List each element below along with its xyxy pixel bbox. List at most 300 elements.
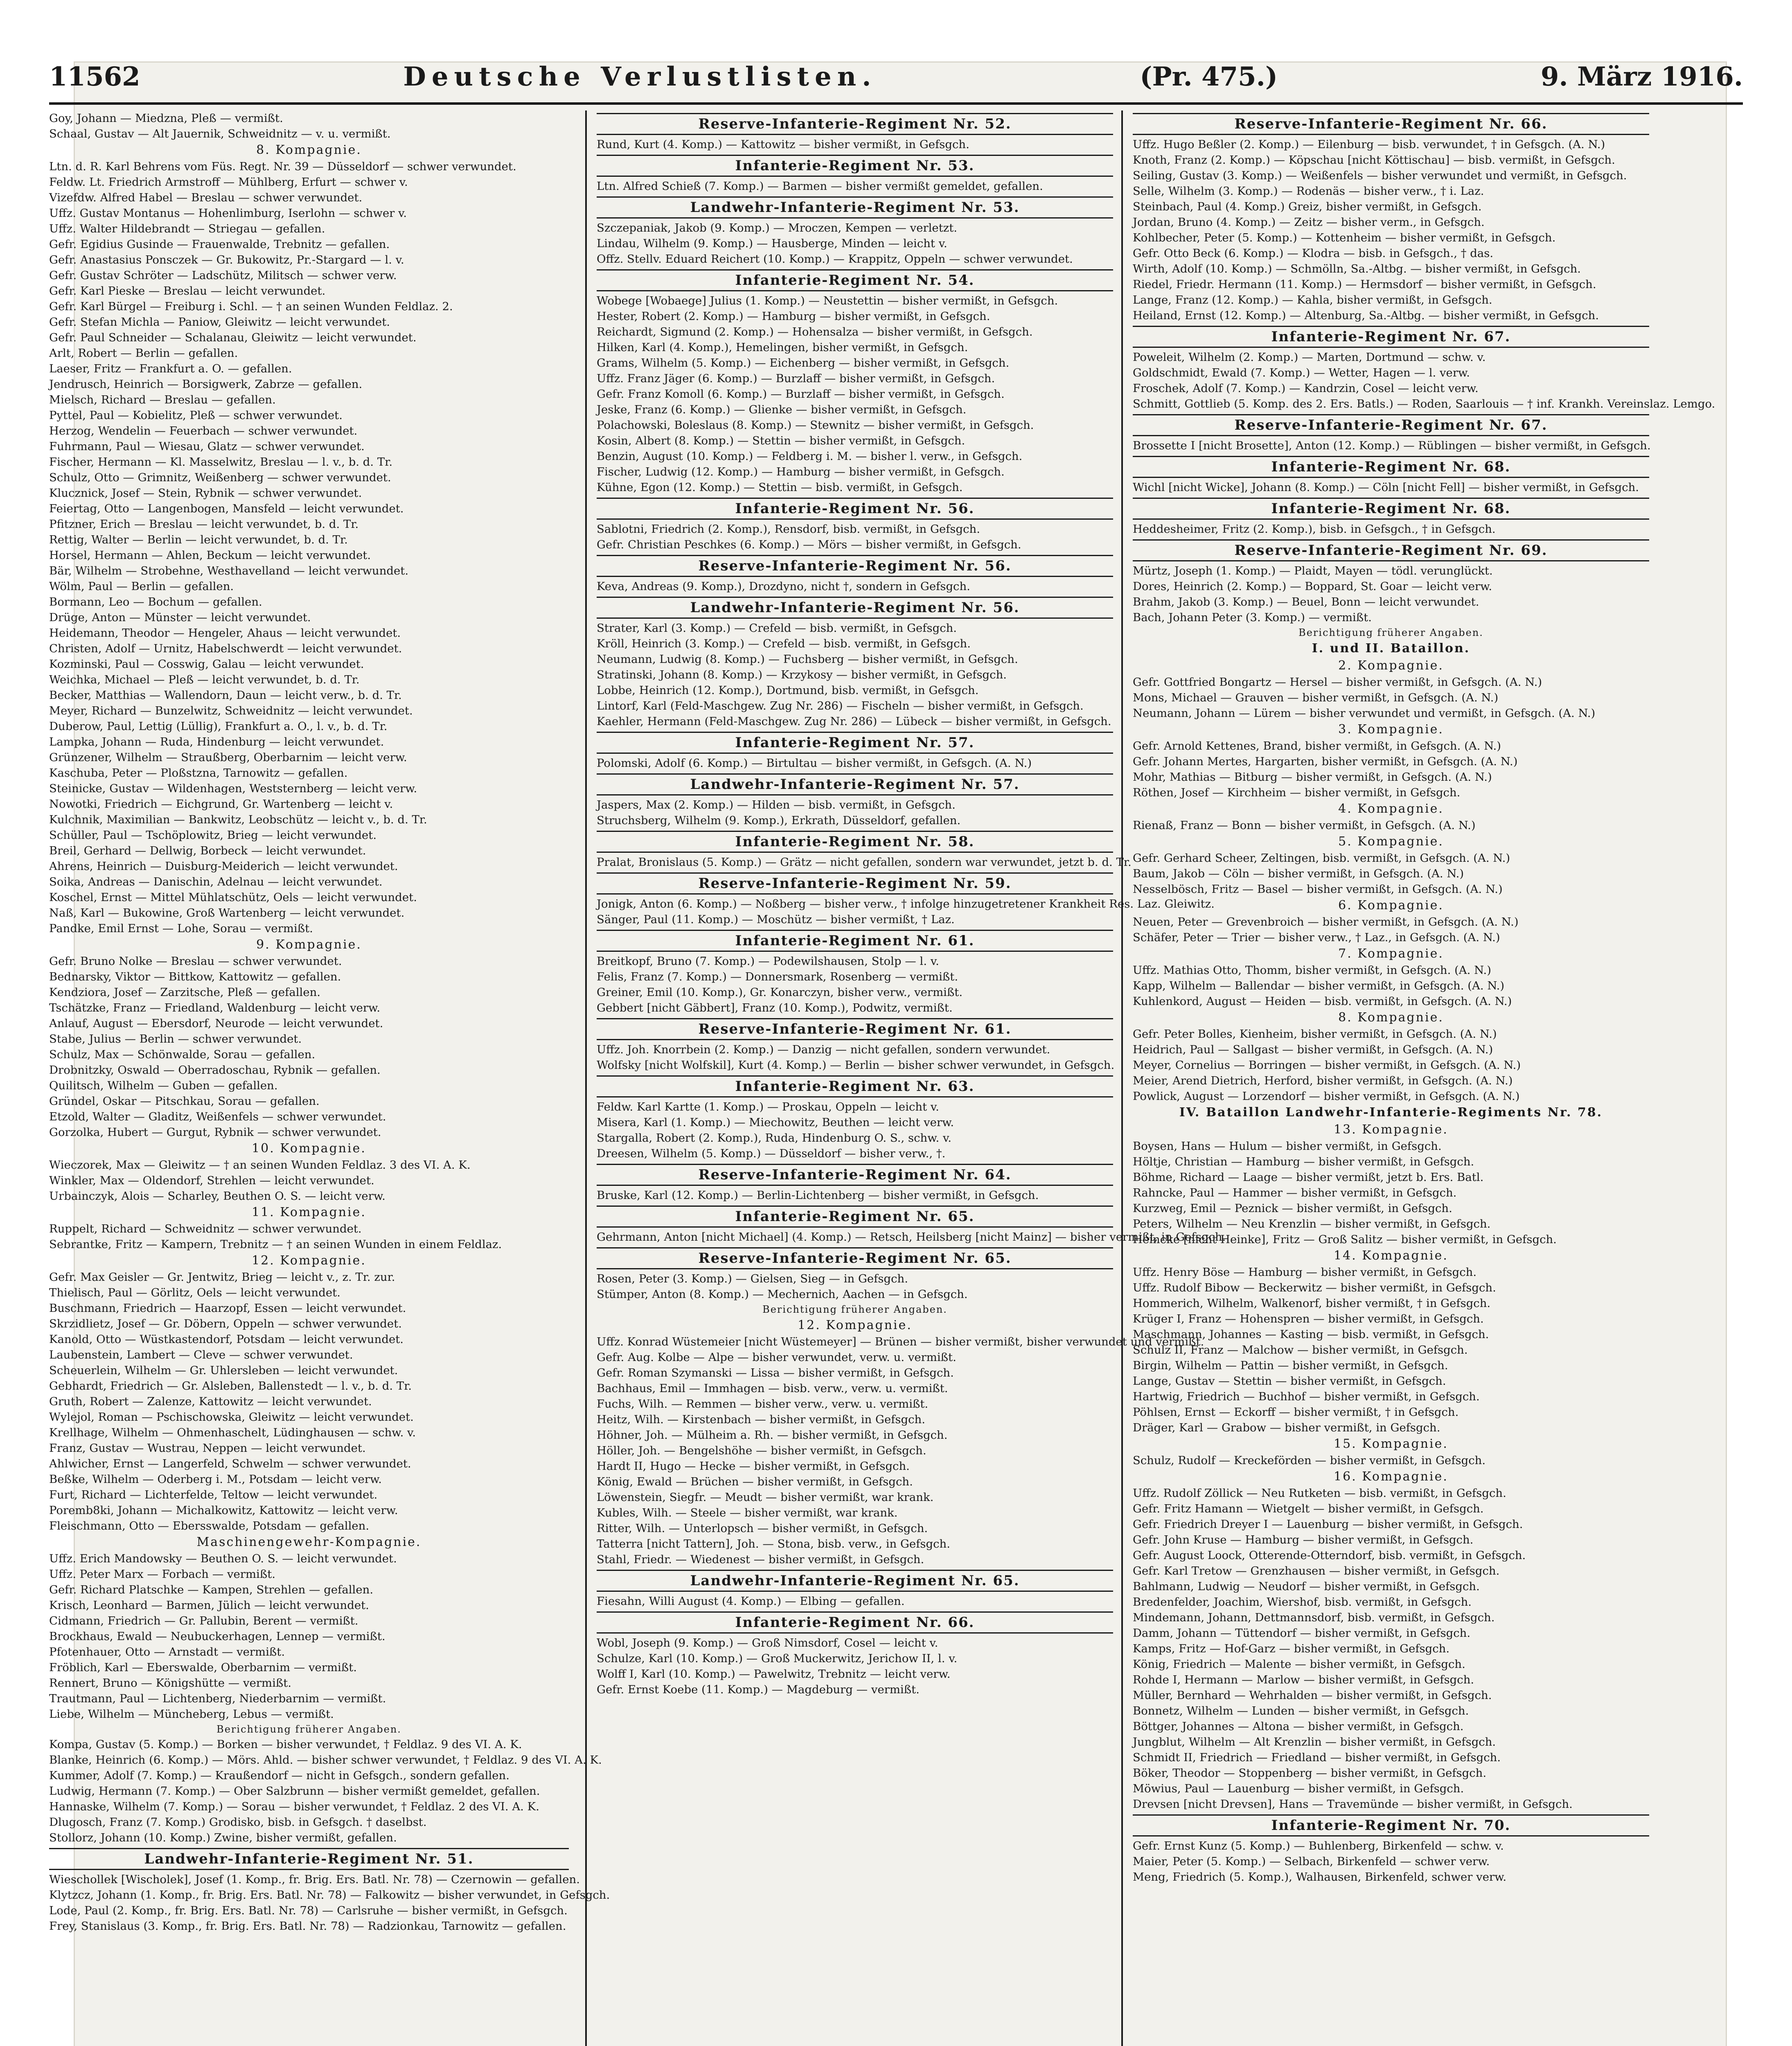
regiment-heading: Reserve-Infanterie-Regiment Nr. 61. xyxy=(597,1018,1113,1040)
regiment-heading: Landwehr-Infanterie-Regiment Nr. 57. xyxy=(597,773,1113,795)
casualty-entry: Höhner, Joh. — Mülheim a. Rh. — bisher vermißt, in Gefsgch. xyxy=(597,1429,948,1442)
casualty-entry: Bonnetz, Wilhelm — Lunden — bisher vermißt, in Gefsgch. xyxy=(1133,1704,1469,1717)
casualty-entry: Uffz. Rudolf Bibow — Beckerwitz — bisher vermißt, in Gefsgch. xyxy=(1133,1281,1496,1294)
casualty-entry: Möwius, Paul — Lauenburg — bisher vermißt, in Gefsgch. xyxy=(1133,1782,1464,1795)
company-subheading: 7. Kompagnie. xyxy=(1338,946,1444,961)
casualty-entry: Grünzener, Wilhelm — Straußberg, Oberbarnim — leicht verw. xyxy=(49,751,407,764)
casualty-entry: Uffz. Hugo Beßler (2. Komp.) — Eilenburg — bisb. verwundet, † in Gefsgch. (A. N.) xyxy=(1133,138,1605,151)
casualty-entry: Steinicke, Gustav — Wildenhagen, Weststernberg — leicht verw. xyxy=(49,782,417,795)
casualty-entry: Anlauf, August — Ebersdorf, Neurode — leicht verwundet. xyxy=(49,1017,383,1030)
company-subheading: 6. Kompagnie. xyxy=(1338,898,1444,913)
casualty-entry: Skrzidlietz, Josef — Gr. Döbern, Oppeln — schwer verwundet. xyxy=(49,1317,402,1330)
issue-date: 9. März 1916. xyxy=(1540,61,1743,92)
casualty-entry: Röthen, Josef — Kirchheim — bisher vermißt, in Gefsgch. xyxy=(1133,786,1461,799)
casualty-entry: Klytzcz, Johann (1. Komp., fr. Brig. Ers. Batl. Nr. 78) — Falkowitz — bisher verwundet, in Gefsgch. xyxy=(49,1888,610,1902)
casualty-entry: Mons, Michael — Grauven — bisher vermißt, in Gefsgch. (A. N.) xyxy=(1133,691,1499,704)
casualty-entry: Nowotki, Friedrich — Eichgrund, Gr. Wartenberg — leicht v. xyxy=(49,798,393,811)
casualty-entry: Boysen, Hans — Hulum — bisher vermißt, in Gefsgch. xyxy=(1133,1140,1442,1153)
casualty-entry: Uffz. Gustav Montanus — Hohenlimburg, Iserlohn — schwer v. xyxy=(49,207,407,220)
casualty-entry: Buschmann, Friedrich — Haarzopf, Essen — leicht verwundet. xyxy=(49,1302,406,1315)
casualty-entry: Ltn. Alfred Schieß (7. Komp.) — Barmen — bisher vermißt gemeldet, gefallen. xyxy=(597,180,1043,193)
casualty-entry: Goy, Johann — Miedzna, Pleß — vermißt. xyxy=(49,112,283,125)
casualty-entry: Gefr. Franz Komoll (6. Komp.) — Burzlaff — bisher vermißt, in Gefsgch. xyxy=(597,388,1005,401)
casualty-entry: König, Friedrich — Malente — bisher vermißt, in Gefsgch. xyxy=(1133,1658,1465,1671)
casualty-entry: Bormann, Leo — Bochum — gefallen. xyxy=(49,595,262,608)
casualty-entry: Kuhlenkord, August — Heiden — bisb. vermißt, in Gefsgch. (A. N.) xyxy=(1133,995,1512,1008)
casualty-entry: Stollorz, Johann (10. Komp.) Zwine, bisher vermißt, gefallen. xyxy=(49,1831,397,1844)
casualty-entry: Heidrich, Paul — Sallgast — bisher vermißt, in Gefsgch. (A. N.) xyxy=(1133,1043,1493,1056)
casualty-entry: Froschek, Adolf (7. Komp.) — Kandrzin, Cosel — leicht verw. xyxy=(1133,382,1479,395)
casualty-entry: Hannaske, Wilhelm (7. Komp.) — Sorau — bisher verwundet, † Feldlaz. 2 des VI. A. K. xyxy=(49,1800,539,1813)
casualty-entry: Pyttel, Paul — Kobielitz, Pleß — schwer verwundet. xyxy=(49,409,343,422)
casualty-entry: Uffz. Rudolf Zöllick — Neu Rutketen — bisb. vermißt, in Gefsgch. xyxy=(1133,1487,1506,1500)
casualty-entry: Schulz, Otto — Grimnitz, Weißenberg — schwer verwundet. xyxy=(49,471,391,484)
casualty-entry: Gefr. Paul Schneider — Schalanau, Gleiwitz — leicht verwundet. xyxy=(49,331,417,344)
casualty-entry: Wolff I, Karl (10. Komp.) — Pawelwitz, Trebnitz — leicht verw. xyxy=(597,1667,951,1681)
casualty-entry: Hester, Robert (2. Komp.) — Hamburg — bisher vermißt, in Gefsgch. xyxy=(597,310,990,323)
casualty-entry: Gefr. Ernst Kunz (5. Komp.) — Buhlenberg, Birkenfeld — schw. v. xyxy=(1133,1839,1504,1852)
casualty-entry: Lode, Paul (2. Komp., fr. Brig. Ers. Batl. Nr. 78) — Carlsruhe — bisher vermißt, in Gefsgch. xyxy=(49,1904,568,1917)
casualty-entry: Gefr. Karl Tretow — Grenzhausen — bisher vermißt, in Gefsgch. xyxy=(1133,1564,1500,1577)
casualty-entry: Urbainczyk, Alois — Scharley, Beuthen O. S. — leicht verw. xyxy=(49,1190,385,1203)
casualty-entry: Schulz, Max — Schönwalde, Sorau — gefallen. xyxy=(49,1048,316,1061)
casualty-entry: Böhme, Richard — Laage — bisher vermißt, jetzt b. Ers. Batl. xyxy=(1133,1171,1484,1184)
casualty-entry: Gebbert [nicht Gäbbert], Franz (10. Komp.), Podwitz, vermißt. xyxy=(597,1001,953,1014)
casualty-entry: Krellhage, Wilhelm — Ohmenhaschelt, Lüdinghausen — schw. v. xyxy=(49,1426,416,1439)
casualty-entry: Gefr. Bruno Nolke — Breslau — schwer verwundet. xyxy=(49,955,342,968)
casualty-entry: Breitkopf, Bruno (7. Komp.) — Podewilshausen, Stolp — l. v. xyxy=(597,955,939,968)
casualty-entry: Ltn. d. R. Karl Behrens vom Füs. Regt. Nr. 39 — Düsseldorf — schwer verwundet. xyxy=(49,160,516,173)
casualty-entry: Jonigk, Anton (6. Komp.) — Noßberg — bisher verw., † infolge hinzugetretener Krankheit Res. Laz. Gleiwitz. xyxy=(597,897,1215,910)
casualty-entry: Krisch, Leonhard — Barmen, Jülich — leicht verwundet. xyxy=(49,1599,369,1612)
casualty-entry: Pralat, Bronislaus (5. Komp.) — Grätz — nicht gefallen, sondern war verwundet, jetzt b. d. Tr. xyxy=(597,856,1132,869)
casualty-entry: Wylejol, Roman — Pschischowska, Gleiwitz — leicht verwundet. xyxy=(49,1411,414,1424)
casualty-entry: Gefr. Max Geisler — Gr. Jentwitz, Brieg — leicht v., z. Tr. zur. xyxy=(49,1271,395,1284)
casualty-entry: Pöhlsen, Ernst — Eckorff — bisher vermißt, † in Gefsgch. xyxy=(1133,1406,1459,1419)
header-rule xyxy=(49,102,1743,105)
casualty-entry: Gefr. Gerhard Scheer, Zeltingen, bisb. vermißt, in Gefsgch. (A. N.) xyxy=(1133,852,1510,865)
casualty-entry: Hardt II, Hugo — Hecke — bisher vermißt, in Gefsgch. xyxy=(597,1460,910,1473)
casualty-entry: Uffz. Henry Böse — Hamburg — bisher vermißt, in Gefsgch. xyxy=(1133,1266,1477,1279)
casualty-entry: Kanold, Otto — Wüstkastendorf, Potsdam — leicht verwundet. xyxy=(49,1333,404,1346)
casualty-entry: Poweleit, Wilhelm (2. Komp.) — Marten, Dortmund — schw. v. xyxy=(1133,351,1486,364)
casualty-entry: Müller, Bernhard — Wehrhalden — bisher vermißt, in Gefsgch. xyxy=(1133,1689,1492,1702)
casualty-entry: Gefr. Roman Szymanski — Lissa — bisher vermißt, in Gefsgch. xyxy=(597,1366,954,1379)
casualty-entry: Feldw. Karl Kartte (1. Komp.) — Proskau, Oppeln — leicht v. xyxy=(597,1100,939,1113)
casualty-entry: Gefr. John Kruse — Hamburg — bisher vermißt, in Gefsgch. xyxy=(1133,1533,1474,1546)
regiment-heading: Infanterie-Regiment Nr. 57. xyxy=(597,732,1113,754)
casualty-entry: Goldschmidt, Ewald (7. Komp.) — Wetter, Hagen — l. verw. xyxy=(1133,366,1470,379)
casualty-entry: Uffz. Joh. Knorrbein (2. Komp.) — Danzig — nicht gefallen, sondern verwundet. xyxy=(597,1043,1050,1056)
casualty-entry: Dräger, Karl — Grabow — bisher vermißt, in Gefsgch. xyxy=(1133,1421,1440,1434)
regiment-heading: Landwehr-Infanterie-Regiment Nr. 53. xyxy=(597,196,1113,219)
casualty-entry: Poremb8ki, Johann — Michalkowitz, Kattowitz — leicht verw. xyxy=(49,1504,398,1517)
casualty-entry: Stargalla, Robert (2. Komp.), Ruda, Hindenburg O. S., schw. v. xyxy=(597,1131,951,1145)
casualty-entry: Knoth, Franz (2. Komp.) — Köpschau [nicht Köttischau] — bisb. vermißt, in Gefsgch. xyxy=(1133,153,1615,167)
casualty-entry: Tschätzke, Franz — Friedland, Waldenburg — leicht verw. xyxy=(49,1001,381,1014)
casualty-entry: Fischer, Ludwig (12. Komp.) — Hamburg — bisher vermißt, in Gefsgch. xyxy=(597,465,1005,478)
casualty-entry: Etzold, Walter — Gladitz, Weißenfels — schwer verwundet. xyxy=(49,1110,386,1123)
casualty-entry: Neumann, Ludwig (8. Komp.) — Fuchsberg — bisher vermißt, in Gefsgch. xyxy=(597,653,1018,666)
regiment-heading: Infanterie-Regiment Nr. 65. xyxy=(597,1206,1113,1228)
casualty-entry: Seiling, Gustav (3. Komp.) — Weißenfels — bisher verwundet und vermißt, in Gefsgch. xyxy=(1133,169,1627,182)
casualty-entry: Kaschuba, Peter — Ploßstzna, Tarnowitz — gefallen. xyxy=(49,766,348,780)
company-subheading: 11. Kompagnie. xyxy=(252,1205,366,1219)
casualty-entry: Wolfsky [nicht Wolfskil], Kurt (4. Komp.) — Berlin — bisher schwer verwundet, in Gefsgch. xyxy=(597,1059,1115,1072)
casualty-entry: Polachowski, Boleslaus (8. Komp.) — Stewnitz — bisher vermißt, in Gefsgch. xyxy=(597,419,1034,432)
casualty-entry: Böker, Theodor — Stoppenberg — bisher vermißt, in Gefsgch. xyxy=(1133,1767,1487,1780)
casualty-entry: Gefr. Stefan Michla — Paniow, Gleiwitz — leicht verwundet. xyxy=(49,315,390,329)
company-subheading: 13. Kompagnie. xyxy=(1334,1122,1448,1137)
casualty-entry: Wieschollek [Wischolek], Josef (1. Komp., fr. Brig. Ers. Batl. Nr. 78) — Czernowin — gefallen. xyxy=(49,1873,580,1886)
casualty-entry: Mürtz, Joseph (1. Komp.) — Plaidt, Mayen — tödl. verunglückt. xyxy=(1133,564,1493,577)
casualty-entry: Lindau, Wilhelm (9. Komp.) — Hausberge, Minden — leicht v. xyxy=(597,237,947,250)
casualty-entry: Schulze, Karl (10. Komp.) — Groß Muckerwitz, Jerichow II, l. v. xyxy=(597,1652,958,1665)
casualty-entry: Gründel, Oskar — Pitschkau, Sorau — gefallen. xyxy=(49,1095,320,1108)
casualty-entry: Liebe, Wilhelm — Müncheberg, Lebus — vermißt. xyxy=(49,1708,334,1721)
company-subheading: 8. Kompagnie. xyxy=(1338,1010,1444,1025)
casualty-entry: Drüge, Anton — Münster — leicht verwundet. xyxy=(49,611,311,624)
casualty-entry: Beßke, Wilhelm — Oderberg i. M., Potsdam — leicht verw. xyxy=(49,1473,382,1486)
battalion-heading: IV. Bataillon Landwehr-Infanterie-Regiments Nr. 78. xyxy=(1179,1105,1603,1120)
casualty-entry: Offz. Stellv. Eduard Reichert (10. Komp.) — Krappitz, Oppeln — schwer verwundet. xyxy=(597,252,1073,266)
regiment-heading: Landwehr-Infanterie-Regiment Nr. 56. xyxy=(597,597,1113,619)
casualty-entry: Heiland, Ernst (12. Komp.) — Altenburg, Sa.-Altbg. — bisher vermißt, in Gefsgch. xyxy=(1133,309,1599,322)
casualty-entry: Struchsberg, Wilhelm (9. Komp.), Erkrath, Düsseldorf, gefallen. xyxy=(597,814,961,827)
casualty-entry: Fleischmann, Otto — Ebersswalde, Potsdam — gefallen. xyxy=(49,1519,370,1532)
casualty-entry: Bahlmann, Ludwig — Neudorf — bisher vermißt, in Gefsgch. xyxy=(1133,1580,1480,1593)
casualty-entry: Kröll, Heinrich (3. Komp.) — Crefeld — bisb. vermißt, in Gefsgch. xyxy=(597,637,971,650)
company-subheading: Maschinengewehr-Kompagnie. xyxy=(196,1535,422,1549)
casualty-entry: Herzog, Wendelin — Feuerbach — schwer verwundet. xyxy=(49,424,358,437)
casualty-entry: Grams, Wilhelm (5. Komp.) — Eichenberg — bisher vermißt, in Gefsgch. xyxy=(597,356,1010,370)
casualty-entry: Dores, Heinrich (2. Komp.) — Boppard, St. Goar — leicht verw. xyxy=(1133,580,1492,593)
casualty-entry: Bredenfelder, Joachim, Wiershof, bisb. vermißt, in Gefsgch. xyxy=(1133,1595,1472,1609)
casualty-entry: Frey, Stanislaus (3. Komp., fr. Brig. Ers. Batl. Nr. 78) — Radzionkau, Tarnowitz — gefallen. xyxy=(49,1920,566,1933)
casualty-entry: Keva, Andreas (9. Komp.), Drozdyno, nicht †, sondern in Gefsgch. xyxy=(597,580,970,593)
casualty-entry: Damm, Johann — Tüttendorf — bisher vermißt, in Gefsgch. xyxy=(1133,1627,1471,1640)
casualty-entry: Lange, Franz (12. Komp.) — Kahla, bisher vermißt, in Gefsgch. xyxy=(1133,293,1492,306)
casualty-entry: Uffz. Erich Mandowsky — Beuthen O. S. — leicht verwundet. xyxy=(49,1552,397,1565)
regiment-heading: Reserve-Infanterie-Regiment Nr. 56. xyxy=(597,555,1113,577)
company-subheading: 3. Kompagnie. xyxy=(1338,722,1444,737)
casualty-entry: Quilitsch, Wilhelm — Guben — gefallen. xyxy=(49,1079,278,1092)
casualty-entry: Polomski, Adolf (6. Komp.) — Birtultau — bisher vermißt, in Gefsgch. (A. N.) xyxy=(597,757,1032,770)
casualty-entry: Wirth, Adolf (10. Komp.) — Schmölln, Sa.-Altbg. — bisher vermißt, in Gefsgch. xyxy=(1133,262,1581,275)
regiment-heading: Reserve-Infanterie-Regiment Nr. 69. xyxy=(1133,539,1649,561)
casualty-entry: Brossette I [nicht Brosette], Anton (12. Komp.) — Rüblingen — bisher vermißt, in Gefsgch. xyxy=(1133,439,1651,452)
regiment-heading: Reserve-Infanterie-Regiment Nr. 65. xyxy=(597,1247,1113,1269)
casualty-entry: Kendziora, Josef — Zarzitsche, Pleß — gefallen. xyxy=(49,986,321,999)
casualty-entry: Birgin, Wilhelm — Pattin — bisher vermißt, in Gefsgch. xyxy=(1133,1359,1448,1372)
casualty-entry: Rettig, Walter — Berlin — leicht verwundet, b. d. Tr. xyxy=(49,533,348,546)
regiment-heading: Reserve-Infanterie-Regiment Nr. 67. xyxy=(1133,414,1649,436)
casualty-entry: Christen, Adolf — Urnitz, Habelschwerdt — leicht verwundet. xyxy=(49,642,402,655)
regiment-heading: Infanterie-Regiment Nr. 54. xyxy=(597,269,1113,291)
regiment-heading: Infanterie-Regiment Nr. 68. xyxy=(1133,498,1649,520)
casualty-entry: Furt, Richard — Lichterfelde, Teltow — leicht verwundet. xyxy=(49,1488,378,1501)
company-subheading: 15. Kompagnie. xyxy=(1334,1437,1448,1451)
casualty-entry: Schaal, Gustav — Alt Jauernik, Schweidnitz — v. u. vermißt. xyxy=(49,127,391,140)
casualty-entry: Feiertag, Otto — Langenbogen, Mansfeld — leicht verwundet. xyxy=(49,502,404,515)
casualty-entry: Scheuerlein, Wilhelm — Gr. Uhlersleben — leicht verwundet. xyxy=(49,1364,398,1377)
casualty-entry: Fischer, Hermann — Kl. Masselwitz, Breslau — l. v., b. d. Tr. xyxy=(49,455,393,469)
casualty-entry: Uffz. Mathias Otto, Thomm, bisher vermißt, in Gefsgch. (A. N.) xyxy=(1133,964,1491,977)
casualty-entry: Höller, Joh. — Bengelshöhe — bisher vermißt, in Gefsgch. xyxy=(597,1444,926,1457)
issue-number: (Pr. 475.) xyxy=(1140,61,1278,92)
casualty-entry: Gefr. Arnold Kettenes, Brand, bisher vermißt, in Gefsgch. (A. N.) xyxy=(1133,739,1501,753)
casualty-entry: Selle, Wilhelm (3. Komp.) — Rodenäs — bisher verw., † i. Laz. xyxy=(1133,185,1484,198)
casualty-entry: Bach, Johann Peter (3. Komp.) — vermißt. xyxy=(1133,611,1372,624)
casualty-entry: Stahl, Friedr. — Wiedenest — bisher vermißt, in Gefsgch. xyxy=(597,1553,924,1566)
casualty-entry: Wobege [Wobaege] Julius (1. Komp.) — Neustettin — bisher vermißt, in Gefsgch. xyxy=(597,294,1058,307)
regiment-heading: Reserve-Infanterie-Regiment Nr. 59. xyxy=(597,872,1113,895)
casualty-entry: Gefr. August Loock, Otterende-Otterndorf, bisb. vermißt, in Gefsgch. xyxy=(1133,1549,1526,1562)
casualty-entry: Schulz II, Franz — Malchow — bisher vermißt, in Gefsgch. xyxy=(1133,1343,1468,1356)
regiment-heading: Infanterie-Regiment Nr. 61. xyxy=(597,930,1113,952)
casualty-entry: Stabe, Julius — Berlin — schwer verwundet. xyxy=(49,1032,302,1046)
casualty-entry: Weichka, Michael — Pleß — leicht verwundet, b. d. Tr. xyxy=(49,673,360,686)
page-number: 11562 xyxy=(49,61,140,92)
casualty-entry: Lampka, Johann — Ruda, Hindenburg — leicht verwundet. xyxy=(49,735,384,748)
regiment-heading: Infanterie-Regiment Nr. 63. xyxy=(597,1075,1113,1097)
casualty-entry: Lobbe, Heinrich (12. Komp.), Dortmund, bisb. vermißt, in Gefsgch. xyxy=(597,684,979,697)
regiment-heading: Landwehr-Infanterie-Regiment Nr. 51. xyxy=(49,1848,569,1870)
casualty-entry: Drevsen [nicht Drevsen], Hans — Travemünde — bisher vermißt, in Gefsgch. xyxy=(1133,1798,1573,1811)
company-subheading: 16. Kompagnie. xyxy=(1334,1469,1448,1484)
casualty-entry: Heincke [nicht Heinke], Fritz — Groß Salitz — bisher vermißt, in Gefsgch. xyxy=(1133,1233,1557,1246)
casualty-entry: Stümper, Anton (8. Komp.) — Mechernich, Aachen — in Gefsgch. xyxy=(597,1288,968,1301)
casualty-entry: Gefr. Ernst Koebe (11. Komp.) — Magdeburg — vermißt. xyxy=(597,1683,920,1696)
casualty-entry: Brahm, Jakob (3. Komp.) — Beuel, Bonn — leicht verwundet. xyxy=(1133,595,1479,608)
casualty-entry: Kulchnik, Maximilian — Bankwitz, Leobschütz — leicht v., b. d. Tr. xyxy=(49,813,427,826)
casualty-entry: Kompa, Gustav (5. Komp.) — Borken — bisher verwundet, † Feldlaz. 9 des VI. A. K. xyxy=(49,1738,522,1751)
casualty-entry: Fiesahn, Willi August (4. Komp.) — Elbing — gefallen. xyxy=(597,1595,905,1608)
casualty-entry: Greiner, Emil (10. Komp.), Gr. Konarczyn, bisher verw., vermißt. xyxy=(597,986,963,999)
casualty-entry: Schulz, Rudolf — Kreckeförden — bisher vermißt, in Gefsgch. xyxy=(1133,1454,1486,1467)
regiment-heading: Infanterie-Regiment Nr. 56. xyxy=(597,498,1113,520)
casualty-entry: Pandke, Emil Ernst — Lohe, Sorau — vermißt. xyxy=(49,922,313,935)
casualty-entry: Uffz. Konrad Wüstemeier [nicht Wüstemeyer] — Brünen — bisher vermißt, bisher verwundet und vermißt. xyxy=(597,1335,1204,1348)
column-left xyxy=(49,110,610,2046)
regiment-heading: Landwehr-Infanterie-Regiment Nr. 65. xyxy=(597,1570,1113,1592)
casualty-entry: Kosin, Albert (8. Komp.) — Stettin — bisher vermißt, in Gefsgch. xyxy=(597,434,965,447)
regiment-heading: Infanterie-Regiment Nr. 58. xyxy=(597,831,1113,853)
casualty-entry: Dreesen, Wilhelm (5. Komp.) — Düsseldorf — bisher verw., †. xyxy=(597,1147,946,1160)
casualty-entry: Pfotenhauer, Otto — Arnstadt — vermißt. xyxy=(49,1645,285,1658)
correction-note: Berichtigung früherer Angaben. xyxy=(762,1304,947,1315)
casualty-entry: Sablotni, Friedrich (2. Komp.), Rensdorf, bisb. vermißt, in Gefsgch. xyxy=(597,523,980,536)
casualty-entry: Meng, Friedrich (5. Komp.), Walhausen, Birkenfeld, schwer verw. xyxy=(1133,1870,1507,1884)
casualty-entry: Vizefdw. Alfred Habel — Breslau — schwer verwundet. xyxy=(49,191,363,204)
casualty-entry: Peters, Wilhelm — Neu Krenzlin — bisher vermißt, in Gefsgch. xyxy=(1133,1217,1491,1230)
regiment-heading: Infanterie-Regiment Nr. 53. xyxy=(597,155,1113,177)
casualty-entry: Felis, Franz (7. Komp.) — Donnersmark, Rosenberg — vermißt. xyxy=(597,970,958,983)
casualty-entry: Fröblich, Karl — Eberswalde, Oberbarnim — vermißt. xyxy=(49,1661,357,1674)
casualty-entry: Hommerich, Wilhelm, Walkenorf, bisher vermißt, † in Gefsgch. xyxy=(1133,1297,1491,1310)
casualty-entry: Ahrens, Heinrich — Duisburg-Meiderich — leicht verwundet. xyxy=(49,860,398,873)
casualty-entry: Schäfer, Peter — Trier — bisher verw., † Laz., in Gefsgch. (A. N.) xyxy=(1133,931,1500,944)
casualty-entry: Kühne, Egon (12. Komp.) — Stettin — bisb. vermißt, in Gefsgch. xyxy=(597,481,963,494)
correction-note: Berichtigung früherer Angaben. xyxy=(1298,627,1483,638)
casualty-entry: Drobnitzky, Oswald — Oberradoschau, Rybnik — gefallen. xyxy=(49,1064,381,1077)
casualty-entry: Soika, Andreas — Danischin, Adelnau — leicht verwundet. xyxy=(49,875,383,888)
casualty-entry: Heddesheimer, Fritz (2. Komp.), bisb. in Gefsgch., † in Gefsgch. xyxy=(1133,523,1496,536)
company-subheading: 8. Kompagnie. xyxy=(256,143,362,157)
casualty-entry: Baum, Jakob — Cöln — bisher vermißt, in Gefsgch. (A. N.) xyxy=(1133,867,1464,880)
casualty-entry: Becker, Matthias — Wallendorn, Daun — leicht verw., b. d. Tr. xyxy=(49,689,402,702)
casualty-entry: Fuhrmann, Paul — Wiesau, Glatz — schwer verwundet. xyxy=(49,440,365,453)
casualty-entry: Kamps, Fritz — Hof-Garz — bisher vermißt, in Gefsgch. xyxy=(1133,1642,1450,1655)
casualty-entry: Pfitzner, Erich — Breslau — leicht verwundet, b. d. Tr. xyxy=(49,518,359,531)
casualty-entry: Ahlwicher, Ernst — Langerfeld, Schwelm — schwer verwundet. xyxy=(49,1457,411,1470)
casualty-entry: Laubenstein, Lambert — Cleve — schwer verwundet. xyxy=(49,1348,353,1361)
regiment-heading: Infanterie-Regiment Nr. 66. xyxy=(597,1611,1113,1634)
casualty-entry: Maschmann, Johannes — Kasting — bisb. vermißt, in Gefsgch. xyxy=(1133,1328,1489,1341)
regiment-heading: Reserve-Infanterie-Regiment Nr. 52. xyxy=(597,113,1113,135)
casualty-entry: Brockhaus, Ewald — Neubuckerhagen, Lennep — vermißt. xyxy=(49,1630,385,1643)
page-header xyxy=(49,61,1743,98)
casualty-entry: Meyer, Cornelius — Borringen — bisher vermißt, in Gefsgch. (A. N.) xyxy=(1133,1059,1521,1072)
column-middle xyxy=(585,110,1226,2046)
casualty-entry: Wichl [nicht Wicke], Johann (8. Komp.) — Cöln [nicht Fell] — bisher vermißt, in Gefsgch. xyxy=(1133,481,1639,494)
casualty-entry: Böttger, Johannes — Altona — bisher vermißt, in Gefsgch. xyxy=(1133,1720,1464,1733)
company-subheading: 5. Kompagnie. xyxy=(1338,834,1444,849)
casualty-entry: Gruth, Robert — Zalenze, Kattowitz — leicht verwundet. xyxy=(49,1395,372,1408)
casualty-entry: Trautmann, Paul — Lichtenberg, Niederbarnim — vermißt. xyxy=(49,1692,386,1705)
casualty-entry: Uffz. Peter Marx — Forbach — vermißt. xyxy=(49,1568,275,1581)
casualty-entry: Stratinski, Johann (8. Komp.) — Krzykosy — bisher vermißt, in Gefsgch. xyxy=(597,668,1007,681)
casualty-entry: Meier, Arend Dietrich, Herford, bisher vermißt, in Gefsgch. (A. N.) xyxy=(1133,1074,1513,1087)
casualty-entry: Jendrusch, Heinrich — Borsigwerk, Zabrze — gefallen. xyxy=(49,378,363,391)
casualty-entry: Bednarsky, Viktor — Bittkow, Kattowitz — gefallen. xyxy=(49,970,341,983)
casualty-entry: Bär, Wilhelm — Strobehne, Westhavelland — leicht verwundet. xyxy=(49,564,409,577)
casualty-entry: Gefr. Egidius Gusinde — Frauenwalde, Trebnitz — gefallen. xyxy=(49,238,390,251)
regiment-heading: Reserve-Infanterie-Regiment Nr. 66. xyxy=(1133,113,1649,135)
casualty-entry: Gefr. Johann Mertes, Hargarten, bisher vermißt, in Gefsgch. (A. N.) xyxy=(1133,755,1518,768)
casualty-entry: Kurzweg, Emil — Peznick — bisher vermißt, in Gefsgch. xyxy=(1133,1202,1452,1215)
casualty-entry: Rahncke, Paul — Hammer — bisher vermißt, in Gefsgch. xyxy=(1133,1186,1457,1199)
casualty-entry: Maier, Peter (5. Komp.) — Selbach, Birkenfeld — schwer verw. xyxy=(1133,1855,1490,1868)
correction-note: Berichtigung früherer Angaben. xyxy=(216,1724,401,1735)
regiment-heading: Infanterie-Regiment Nr. 70. xyxy=(1133,1814,1649,1836)
casualty-entry: Ritter, Wilh. — Unterlopsch — bisher vermißt, in Gefsgch. xyxy=(597,1522,928,1535)
casualty-entry: Jungblut, Wilhelm — Alt Krenzlin — bisher vermißt, in Gefsgch. xyxy=(1133,1735,1496,1749)
casualty-entry: Kummer, Adolf (7. Komp.) — Kraußendorf — nicht in Gefsgch., sondern gefallen. xyxy=(49,1769,510,1782)
casualty-entry: Ruppelt, Richard — Schweidnitz — schwer verwundet. xyxy=(49,1222,362,1235)
casualty-entry: Rohde I, Hermann — Marlow — bisher vermißt, in Gefsgch. xyxy=(1133,1673,1474,1686)
casualty-entry: Lange, Gustav — Stettin — bisher vermißt, in Gefsgch. xyxy=(1133,1375,1446,1388)
casualty-entry: Naß, Karl — Bukowine, Groß Wartenberg — leicht verwundet. xyxy=(49,906,405,919)
casualty-entry: Gefr. Aug. Kolbe — Alpe — bisher verwundet, verw. u. vermißt. xyxy=(597,1351,956,1364)
company-subheading: 12. Kompagnie. xyxy=(798,1318,912,1332)
casualty-entry: Dlugosch, Franz (7. Komp.) Grodisko, bisb. in Gefsgch. † daselbst. xyxy=(49,1816,427,1829)
casualty-entry: Blanke, Heinrich (6. Komp.) — Mörs. Ahld. — bisher schwer verwundet, † Feldlaz. 9 des VI. A. K. xyxy=(49,1753,602,1767)
casualty-entry: Kozminski, Paul — Cosswig, Galau — leicht verwundet. xyxy=(49,658,364,671)
casualty-entry: Schmitt, Gottlieb (5. Komp. des 2. Ers. Batls.) — Roden, Saarlouis — † inf. Krankh. Vereinslaz. Lemgo. xyxy=(1133,397,1715,410)
casualty-entry: Gefr. Karl Bürgel — Freiburg i. Schl. — † an seinen Wunden Feldlaz. 2. xyxy=(49,300,453,313)
casualty-entry: Gefr. Peter Bolles, Kienheim, bisher vermißt, in Gefsgch. (A. N.) xyxy=(1133,1028,1497,1041)
casualty-entry: Rund, Kurt (4. Komp.) — Kattowitz — bisher vermißt, in Gefsgch. xyxy=(597,138,969,151)
casualty-entry: Gefr. Karl Pieske — Breslau — leicht verwundet. xyxy=(49,284,326,297)
casualty-entry: Szczepaniak, Jakob (9. Komp.) — Mroczen, Kempen — verletzt. xyxy=(597,221,958,234)
casualty-entry: Schüller, Paul — Tschöplowitz, Brieg — leicht verwundet. xyxy=(49,829,377,842)
casualty-entry: Riedel, Friedr. Hermann (11. Komp.) — Hermsdorf — bisher vermißt, in Gefsgch. xyxy=(1133,278,1596,291)
regiment-heading: Infanterie-Regiment Nr. 67. xyxy=(1133,326,1649,348)
casualty-entry: Benzin, August (10. Komp.) — Feldberg i. M. — bisher l. verw., in Gefsgch. xyxy=(597,450,1023,463)
company-subheading: 14. Kompagnie. xyxy=(1334,1248,1448,1263)
casualty-entry: Höltje, Christian — Hamburg — bisher vermißt, in Gefsgch. xyxy=(1133,1155,1474,1168)
casualty-entry: Hilken, Karl (4. Komp.), Hemelingen, bisher vermißt, in Gefsgch. xyxy=(597,341,968,354)
casualty-entry: Rosen, Peter (3. Komp.) — Gielsen, Sieg — in Gefsgch. xyxy=(597,1272,908,1285)
casualty-entry: Fuchs, Wilh. — Remmen — bisher verw., verw. u. vermißt. xyxy=(597,1397,929,1411)
company-subheading: 10. Kompagnie. xyxy=(252,1141,366,1156)
casualty-entry: Kohlbecher, Peter (5. Komp.) — Kottenheim — bisher vermißt, in Gefsgch. xyxy=(1133,231,1556,244)
casualty-entry: König, Ewald — Brüchen — bisher vermißt, in Gefsgch. xyxy=(597,1475,913,1488)
casualty-entry: Reichardt, Sigmund (2. Komp.) — Hohensalza — bisher vermißt, in Gefsgch. xyxy=(597,325,1033,338)
casualty-entry: Jordan, Bruno (4. Komp.) — Zeitz — bisher verm., in Gefsgch. xyxy=(1133,216,1485,229)
casualty-entry: Hartwig, Friedrich — Buchhof — bisher vermißt, in Gefsgch. xyxy=(1133,1390,1480,1403)
regiment-heading: Reserve-Infanterie-Regiment Nr. 64. xyxy=(597,1164,1113,1186)
casualty-entry: Krüger I, Franz — Hohenspren — bisher vermißt, in Gefsgch. xyxy=(1133,1312,1484,1325)
casualty-entry: Wieczorek, Max — Gleiwitz — † an seinen Wunden Feldlaz. 3 des VI. A. K. xyxy=(49,1158,471,1172)
casualty-entry: Neuen, Peter — Grevenbroich — bisher vermißt, in Gefsgch. (A. N.) xyxy=(1133,915,1519,928)
casualty-entry: Arlt, Robert — Berlin — gefallen. xyxy=(49,347,238,360)
casualty-entry: Uffz. Walter Hildebrandt — Striegau — gefallen. xyxy=(49,222,325,235)
casualty-entry: Mielsch, Richard — Breslau — gefallen. xyxy=(49,393,276,406)
casualty-entry: Meyer, Richard — Bunzelwitz, Schweidnitz — leicht verwundet. xyxy=(49,704,413,717)
casualty-entry: Strater, Karl (3. Komp.) — Crefeld — bisb. vermißt, in Gefsgch. xyxy=(597,622,957,635)
casualty-entry: Wobl, Joseph (9. Komp.) — Groß Nimsdorf, Cosel — leicht v. xyxy=(597,1636,938,1649)
casualty-entry: Koschel, Ernst — Mittel Mühlatschütz, Oels — leicht verwundet. xyxy=(49,891,417,904)
casualty-entry: Gefr. Friedrich Dreyer I — Lauenburg — bisher vermißt, in Gefsgch. xyxy=(1133,1518,1523,1531)
casualty-entry: Feldw. Lt. Friedrich Armstroff — Mühlberg, Erfurt — schwer v. xyxy=(49,176,408,189)
casualty-entry: Uffz. Franz Jäger (6. Komp.) — Burzlaff — bisher vermißt, in Gefsgch. xyxy=(597,372,995,385)
casualty-entry: Lintorf, Karl (Feld-Maschgew. Zug Nr. 286) — Fischeln — bisher vermißt, in Gefsgch. xyxy=(597,699,1084,712)
casualty-entry: Schmidt II, Friedrich — Friedland — bisher vermißt, in Gefsgch. xyxy=(1133,1751,1501,1764)
casualty-entry: Mohr, Mathias — Bitburg — bisher vermißt, in Gefsgch. (A. N.) xyxy=(1133,771,1492,784)
casualty-entry: Horsel, Hermann — Ahlen, Beckum — leicht verwundet. xyxy=(49,549,371,562)
casualty-entry: Misera, Karl (1. Komp.) — Miechowitz, Beuthen — leicht verw. xyxy=(597,1116,954,1129)
casualty-entry: Neumann, Johann — Lürem — bisher verwundet und vermißt, in Gefsgch. (A. N.) xyxy=(1133,707,1596,720)
company-subheading: 12. Kompagnie. xyxy=(252,1253,366,1268)
casualty-entry: Gebhardt, Friedrich — Gr. Alsleben, Ballenstedt — l. v., b. d. Tr. xyxy=(49,1379,412,1393)
casualty-entry: Kubles, Wilh. — Steele — bisher vermißt, war krank. xyxy=(597,1506,898,1519)
casualty-entry: Gefr. Otto Beck (6. Komp.) — Klodra — bisb. in Gefsgch., † das. xyxy=(1133,247,1494,260)
casualty-entry: Tatterra [nicht Tattern], Joh. — Stona, bisb. verw., in Gefsgch. xyxy=(597,1537,950,1550)
casualty-entry: Cidmann, Friedrich — Gr. Pallubin, Berent — vermißt. xyxy=(49,1614,358,1627)
casualty-entry: Heidemann, Theodor — Hengeler, Ahaus — leicht verwundet. xyxy=(49,626,401,640)
casualty-entry: Sänger, Paul (11. Komp.) — Moschütz — bisher vermißt, † Laz. xyxy=(597,913,955,926)
casualty-entry: Winkler, Max — Oldendorf, Strehlen — leicht verwundet. xyxy=(49,1174,374,1187)
casualty-entry: Mindemann, Johann, Dettmannsdorf, bisb. vermißt, in Gefsgch. xyxy=(1133,1611,1495,1624)
casualty-entry: Gehrmann, Anton [nicht Michael] (4. Komp.) — Retsch, Heilsberg [nicht Mainz] — bisher vermißt, in Gefsgch. xyxy=(597,1230,1226,1244)
company-subheading: 2. Kompagnie. xyxy=(1338,658,1444,673)
casualty-entry: Heitz, Wilh. — Kirstenbach — bisher vermißt, in Gefsgch. xyxy=(597,1413,925,1426)
company-subheading: 4. Kompagnie. xyxy=(1338,802,1444,816)
casualty-entry: Bachhaus, Emil — Immhagen — bisb. verw., verw. u. vermißt. xyxy=(597,1382,948,1395)
casualty-entry: Jaspers, Max (2. Komp.) — Hilden — bisb. vermißt, in Gefsgch. xyxy=(597,798,956,811)
casualty-entry: Gefr. Christian Peschkes (6. Komp.) — Mörs — bisher vermißt, in Gefsgch. xyxy=(597,538,1021,551)
casualty-entry: Steinbach, Paul (4. Komp.) Greiz, bisher vermißt, in Gefsgch. xyxy=(1133,200,1482,213)
publication-title: Deutsche Verlustlisten. xyxy=(403,61,877,92)
battalion-heading: I. und II. Bataillon. xyxy=(1312,641,1470,656)
casualty-entry: Breil, Gerhard — Dellwig, Borbeck — leicht verwundet. xyxy=(49,844,366,857)
casualty-entry: Gefr. Anastasius Ponsczek — Gr. Bukowitz, Pr.-Stargard — l. v. xyxy=(49,253,404,266)
casualty-entry: Duberow, Paul, Lettig (Lüllig), Frankfurt a. O., l. v., b. d. Tr. xyxy=(49,720,388,733)
casualty-entry: Laeser, Fritz — Frankfurt a. O. — gefallen. xyxy=(49,362,292,375)
casualty-entry: Sebrantke, Fritz — Kampern, Trebnitz — † an seinen Wunden in einem Feldlaz. xyxy=(49,1238,502,1251)
